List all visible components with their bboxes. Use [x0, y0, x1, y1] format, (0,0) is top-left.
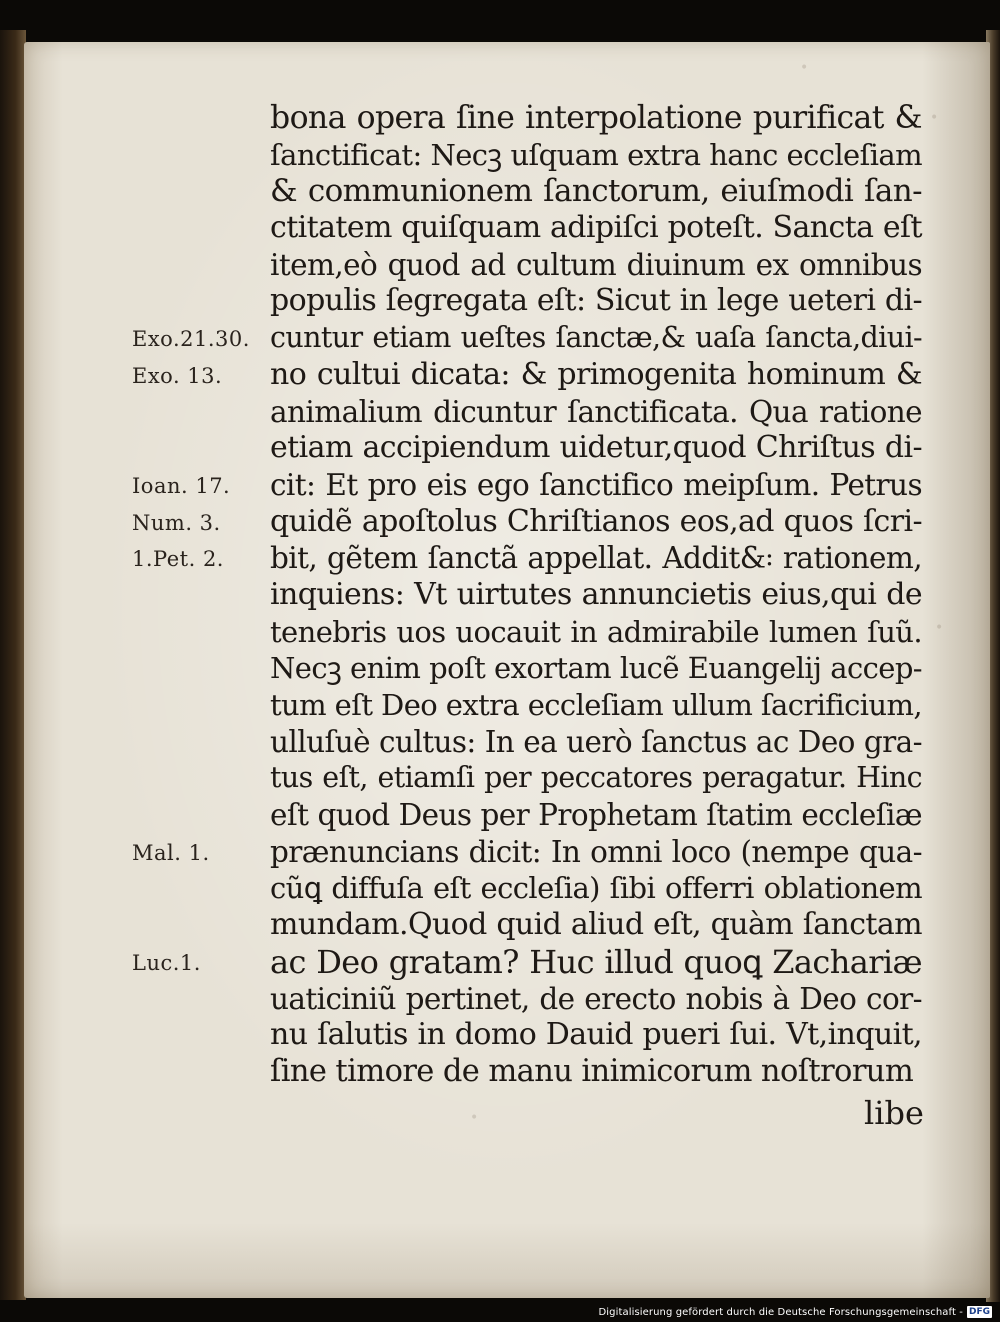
- text-line: ac Deo gratam? Huc illud quoꝗ Zachariæ: [270, 942, 922, 981]
- main-text-block: [270, 100, 922, 1091]
- funding-credit-text: Digitalisierung gefördert durch die Deutsche Forschungsgemeinschaft -: [598, 1306, 963, 1318]
- text-line: bona opera ſine interpolatione purificat &: [270, 100, 922, 136]
- text-line: cuntur etiam ueſtes ſanctæ,& uaſa ſancta,diui-: [270, 321, 922, 355]
- margin-reference: Ioan. 17.: [132, 474, 231, 498]
- margin-reference: Exo. 13.: [132, 363, 223, 388]
- dfg-logo-icon: DFG: [968, 1307, 990, 1317]
- text-line: ctitatem quiſquam adipiſci poteſt. Sancta eſt: [270, 210, 922, 246]
- text-line: quidẽ apoſtolus Chriſtianos eos,ad quos ſcri-: [270, 503, 922, 539]
- text-line: populis ſegregata eſt: Sicut in lege ueteri di-: [270, 283, 922, 319]
- text-line: ſine timore de manu inimicorum noſtrorum: [270, 1053, 914, 1089]
- text-line: mundam.Quod quid aliud eſt, quàm ſanctam: [270, 907, 922, 943]
- margin-reference: Num. 3.: [132, 510, 221, 535]
- show-through-mark: •: [800, 60, 809, 76]
- text-line: eſt quod Deus per Prophetam ſtatim eccleſiæ: [270, 798, 922, 833]
- book-binding-edge: [0, 30, 26, 1300]
- text-line: ulluſuè cultus: In ea uerò ſanctus ac Deo gra-: [270, 724, 922, 759]
- text-line: cit: Et pro eis ego ſanctifico meipſum. Petrus: [270, 467, 922, 502]
- digitization-credit: [598, 1303, 992, 1321]
- text-line: Necꝫ enim poſt exortam lucẽ Euangelij accep-: [270, 651, 922, 686]
- text-line: bit, gẽtem ſanctã appellat. Addit&꞉ rationem,: [270, 541, 922, 576]
- text-line: animalium dicuntur ſanctificata. Qua ratione: [270, 394, 922, 429]
- show-through-mark: •: [930, 110, 939, 126]
- text-line: tus eſt, etiamſi per peccatores peragatur. Hinc: [270, 761, 922, 795]
- text-line: item,eò quod ad cultum diuinum ex omnibus: [270, 247, 922, 282]
- text-line: etiam accipiendum uidetur,quod Chriſtus di-: [270, 430, 922, 466]
- text-line: inquiens: Vt uirtutes annuncietis eius,qui de: [270, 576, 922, 612]
- text-line: uaticiniũ pertinet, de erecto nobis à Deo cor-: [270, 981, 922, 1016]
- catchword: libe: [864, 1094, 924, 1132]
- text-line: tum eſt Deo extra eccleſiam ullum ſacrificium,: [270, 688, 922, 722]
- text-line: & communionem ſanctorum, eiuſmodi ſan-: [270, 173, 922, 210]
- margin-reference: Luc.1.: [132, 951, 201, 976]
- margin-reference: 1.Pet. 2.: [132, 547, 224, 572]
- margin-reference: Exo.21.30.: [132, 327, 250, 352]
- text-line: tenebris uos uocauit in admirabile lumen ſuũ.: [270, 614, 922, 649]
- text-line: cũꝗ diffuſa eſt eccleſia) ſibi offerri oblationem: [270, 871, 922, 906]
- text-line: no cultui dicata: & primogenita hominum &: [270, 356, 922, 392]
- show-through-mark: •: [470, 1110, 479, 1126]
- text-line: prænuncians dicit: In omni loco (nempe qua-: [270, 834, 922, 869]
- text-line: nu ſalutis in domo Dauid pueri ſui. Vt,inquit,: [270, 1017, 922, 1053]
- margin-reference: Mal. 1.: [132, 841, 210, 865]
- text-line: ſanctificat: Necꝫ uſquam extra hanc eccleſiam: [270, 137, 922, 172]
- show-through-mark: •: [935, 620, 944, 636]
